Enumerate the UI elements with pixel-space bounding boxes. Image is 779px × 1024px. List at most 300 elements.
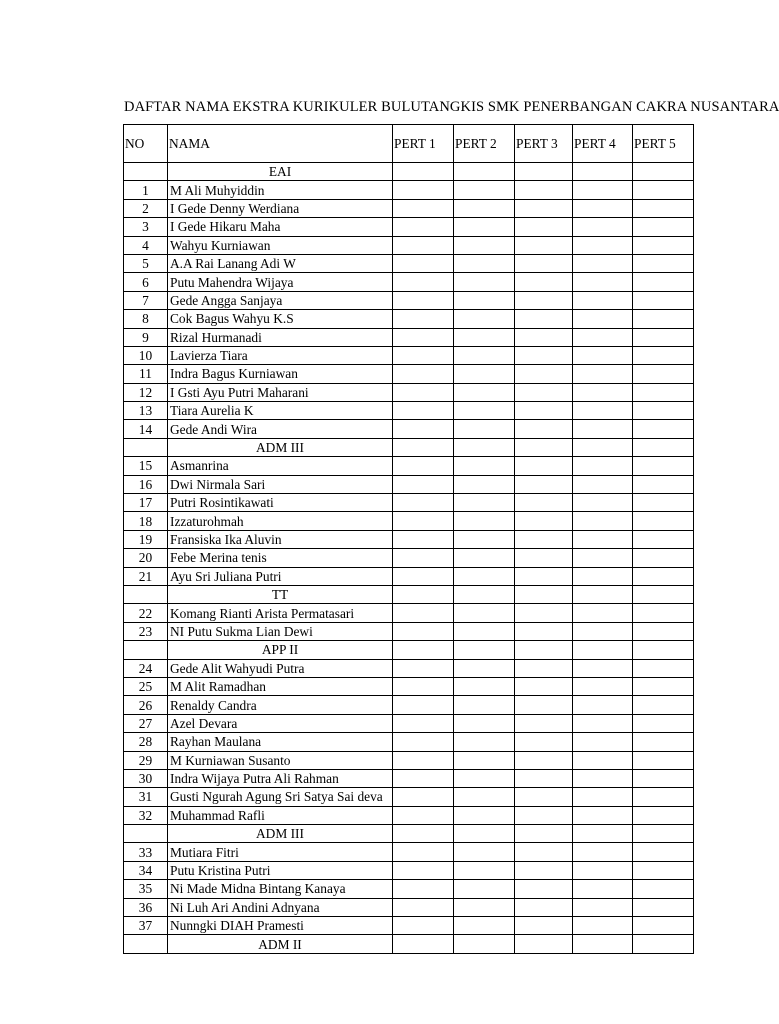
attendance-cell[interactable] (454, 935, 515, 953)
attendance-cell[interactable] (454, 898, 515, 916)
group-label: EAI (168, 163, 393, 181)
student-name: Indra Wijaya Putra Ali Rahman (168, 769, 393, 787)
student-number: 21 (124, 567, 168, 585)
attendance-cell[interactable] (393, 677, 454, 695)
attendance-cell[interactable] (633, 917, 694, 935)
attendance-cell[interactable] (515, 825, 573, 843)
attendance-cell[interactable] (573, 880, 633, 898)
attendance-cell[interactable] (393, 420, 454, 438)
attendance-cell[interactable] (573, 475, 633, 493)
attendance-cell[interactable] (454, 677, 515, 695)
attendance-cell[interactable] (454, 236, 515, 254)
attendance-cell[interactable] (393, 806, 454, 824)
group-label: ADM II (168, 935, 393, 953)
attendance-cell[interactable] (454, 254, 515, 272)
attendance-cell[interactable] (515, 530, 573, 548)
attendance-cell[interactable] (633, 585, 694, 603)
attendance-cell[interactable] (393, 310, 454, 328)
attendance-cell[interactable] (393, 163, 454, 181)
group-no-cell (124, 935, 168, 953)
table-header-row (124, 125, 694, 163)
attendance-cell[interactable] (573, 163, 633, 181)
attendance-cell[interactable] (573, 512, 633, 530)
attendance-cell[interactable] (393, 604, 454, 622)
student-row (124, 254, 694, 272)
attendance-cell[interactable] (515, 181, 573, 199)
attendance-cell[interactable] (515, 935, 573, 953)
attendance-cell[interactable] (515, 457, 573, 475)
attendance-cell[interactable] (393, 788, 454, 806)
student-number: 9 (124, 328, 168, 346)
attendance-cell[interactable] (393, 530, 454, 548)
attendance-cell[interactable] (573, 788, 633, 806)
attendance-cell[interactable] (573, 806, 633, 824)
attendance-cell[interactable] (573, 328, 633, 346)
attendance-cell[interactable] (515, 494, 573, 512)
attendance-cell[interactable] (573, 291, 633, 309)
student-name: Renaldy Candra (168, 696, 393, 714)
group-row (124, 438, 694, 456)
group-row (124, 585, 694, 603)
attendance-cell[interactable] (393, 383, 454, 401)
attendance-cell[interactable] (573, 346, 633, 364)
student-number: 35 (124, 880, 168, 898)
attendance-cell[interactable] (573, 751, 633, 769)
attendance-cell[interactable] (573, 917, 633, 935)
student-name: Gede Angga Sanjaya (168, 291, 393, 309)
attendance-cell[interactable] (515, 917, 573, 935)
student-number: 25 (124, 677, 168, 695)
attendance-cell[interactable] (454, 383, 515, 401)
header-session: PERT 3 (515, 125, 573, 163)
attendance-cell[interactable] (515, 475, 573, 493)
student-name: I Gede Hikaru Maha (168, 218, 393, 236)
attendance-cell[interactable] (633, 567, 694, 585)
student-number: 10 (124, 346, 168, 364)
student-number: 20 (124, 549, 168, 567)
attendance-cell[interactable] (633, 163, 694, 181)
attendance-cell[interactable] (573, 273, 633, 291)
attendance-cell[interactable] (515, 585, 573, 603)
attendance-cell[interactable] (454, 402, 515, 420)
attendance-cell[interactable] (454, 291, 515, 309)
attendance-cell[interactable] (573, 549, 633, 567)
attendance-cell[interactable] (633, 659, 694, 677)
attendance-cell[interactable] (454, 457, 515, 475)
attendance-cell[interactable] (393, 861, 454, 879)
group-label: APP II (168, 641, 393, 659)
attendance-cell[interactable] (573, 604, 633, 622)
student-name: I Gede Denny Werdiana (168, 199, 393, 217)
header-name: NAMA (168, 125, 393, 163)
student-number: 2 (124, 199, 168, 217)
group-label: ADM III (168, 438, 393, 456)
attendance-cell[interactable] (393, 494, 454, 512)
attendance-cell[interactable] (573, 310, 633, 328)
attendance-cell[interactable] (515, 751, 573, 769)
attendance-cell[interactable] (573, 659, 633, 677)
attendance-cell[interactable] (573, 861, 633, 879)
attendance-cell[interactable] (454, 604, 515, 622)
attendance-cell[interactable] (633, 769, 694, 787)
student-number: 4 (124, 236, 168, 254)
attendance-cell[interactable] (633, 310, 694, 328)
attendance-cell[interactable] (515, 567, 573, 585)
attendance-cell[interactable] (633, 696, 694, 714)
attendance-cell[interactable] (633, 714, 694, 732)
attendance-cell[interactable] (393, 457, 454, 475)
student-name: Asmanrina (168, 457, 393, 475)
attendance-cell[interactable] (573, 935, 633, 953)
attendance-cell[interactable] (633, 346, 694, 364)
attendance-cell[interactable] (573, 365, 633, 383)
student-row (124, 898, 694, 916)
attendance-cell[interactable] (454, 163, 515, 181)
attendance-cell[interactable] (454, 861, 515, 879)
student-row (124, 181, 694, 199)
attendance-cell[interactable] (573, 218, 633, 236)
attendance-cell[interactable] (573, 420, 633, 438)
attendance-cell[interactable] (633, 825, 694, 843)
student-number: 18 (124, 512, 168, 530)
student-name: Fransiska Ika Aluvin (168, 530, 393, 548)
attendance-cell[interactable] (454, 788, 515, 806)
attendance-cell[interactable] (393, 917, 454, 935)
attendance-cell[interactable] (633, 604, 694, 622)
student-name: Tiara Aurelia K (168, 402, 393, 420)
attendance-cell[interactable] (633, 181, 694, 199)
attendance-cell[interactable] (454, 218, 515, 236)
student-name: Indra Bagus Kurniawan (168, 365, 393, 383)
attendance-cell[interactable] (515, 310, 573, 328)
student-name: M Alit Ramadhan (168, 677, 393, 695)
attendance-cell[interactable] (573, 438, 633, 456)
student-row (124, 494, 694, 512)
attendance-cell[interactable] (573, 843, 633, 861)
attendance-cell[interactable] (454, 585, 515, 603)
attendance-cell[interactable] (393, 622, 454, 640)
student-number: 32 (124, 806, 168, 824)
attendance-cell[interactable] (454, 880, 515, 898)
attendance-cell[interactable] (454, 622, 515, 640)
student-number: 14 (124, 420, 168, 438)
attendance-cell[interactable] (393, 199, 454, 217)
attendance-cell[interactable] (633, 402, 694, 420)
attendance-cell[interactable] (633, 457, 694, 475)
attendance-cell[interactable] (454, 438, 515, 456)
student-number: 27 (124, 714, 168, 732)
attendance-cell[interactable] (633, 328, 694, 346)
attendance-cell[interactable] (454, 310, 515, 328)
student-row (124, 346, 694, 364)
student-name: Febe Merina tenis (168, 549, 393, 567)
attendance-cell[interactable] (515, 273, 573, 291)
student-row (124, 328, 694, 346)
attendance-cell[interactable] (515, 236, 573, 254)
attendance-cell[interactable] (515, 402, 573, 420)
student-name: Wahyu Kurniawan (168, 236, 393, 254)
student-name: Putu Mahendra Wijaya (168, 273, 393, 291)
student-name: NI Putu Sukma Lian Dewi (168, 622, 393, 640)
attendance-cell[interactable] (633, 273, 694, 291)
attendance-cell[interactable] (573, 494, 633, 512)
student-row (124, 310, 694, 328)
attendance-cell[interactable] (454, 659, 515, 677)
attendance-cell[interactable] (393, 585, 454, 603)
attendance-cell[interactable] (633, 549, 694, 567)
group-no-cell (124, 585, 168, 603)
attendance-cell[interactable] (515, 199, 573, 217)
student-number: 30 (124, 769, 168, 787)
attendance-cell[interactable] (515, 420, 573, 438)
attendance-cell[interactable] (515, 696, 573, 714)
attendance-cell[interactable] (393, 273, 454, 291)
attendance-cell[interactable] (393, 365, 454, 383)
attendance-cell[interactable] (454, 549, 515, 567)
student-row (124, 218, 694, 236)
attendance-cell[interactable] (515, 604, 573, 622)
attendance-cell[interactable] (454, 641, 515, 659)
attendance-cell[interactable] (393, 714, 454, 732)
attendance-cell[interactable] (515, 714, 573, 732)
student-number: 13 (124, 402, 168, 420)
attendance-cell[interactable] (454, 530, 515, 548)
attendance-cell[interactable] (454, 199, 515, 217)
student-name: Izzaturohmah (168, 512, 393, 530)
student-row (124, 549, 694, 567)
attendance-cell[interactable] (573, 254, 633, 272)
student-row (124, 861, 694, 879)
student-number: 34 (124, 861, 168, 879)
student-number: 8 (124, 310, 168, 328)
attendance-cell[interactable] (633, 236, 694, 254)
student-number: 3 (124, 218, 168, 236)
attendance-cell[interactable] (454, 328, 515, 346)
attendance-cell[interactable] (515, 291, 573, 309)
attendance-cell[interactable] (515, 163, 573, 181)
attendance-cell[interactable] (393, 475, 454, 493)
attendance-cell[interactable] (515, 806, 573, 824)
student-row (124, 917, 694, 935)
attendance-cell[interactable] (454, 714, 515, 732)
student-number: 11 (124, 365, 168, 383)
attendance-cell[interactable] (454, 806, 515, 824)
student-row (124, 659, 694, 677)
attendance-cell[interactable] (633, 843, 694, 861)
attendance-cell[interactable] (633, 291, 694, 309)
attendance-cell[interactable] (515, 365, 573, 383)
student-row (124, 365, 694, 383)
attendance-cell[interactable] (633, 880, 694, 898)
attendance-cell[interactable] (633, 254, 694, 272)
attendance-cell[interactable] (393, 438, 454, 456)
attendance-cell[interactable] (573, 402, 633, 420)
attendance-cell[interactable] (393, 696, 454, 714)
attendance-cell[interactable] (393, 641, 454, 659)
attendance-cell[interactable] (393, 843, 454, 861)
attendance-cell[interactable] (454, 769, 515, 787)
student-row (124, 475, 694, 493)
attendance-cell[interactable] (393, 236, 454, 254)
student-row (124, 199, 694, 217)
attendance-cell[interactable] (454, 181, 515, 199)
attendance-cell[interactable] (515, 898, 573, 916)
attendance-cell[interactable] (515, 328, 573, 346)
student-name: Komang Rianti Arista Permatasari (168, 604, 393, 622)
attendance-cell[interactable] (393, 254, 454, 272)
attendance-cell[interactable] (515, 659, 573, 677)
group-row (124, 825, 694, 843)
attendance-cell[interactable] (633, 199, 694, 217)
attendance-cell[interactable] (515, 788, 573, 806)
attendance-cell[interactable] (393, 898, 454, 916)
attendance-cell[interactable] (633, 438, 694, 456)
attendance-cell[interactable] (454, 733, 515, 751)
attendance-cell[interactable] (633, 733, 694, 751)
attendance-cell[interactable] (633, 494, 694, 512)
group-no-cell (124, 641, 168, 659)
attendance-cell[interactable] (573, 714, 633, 732)
student-row (124, 402, 694, 420)
attendance-cell[interactable] (573, 585, 633, 603)
attendance-cell[interactable] (573, 236, 633, 254)
attendance-cell[interactable] (573, 530, 633, 548)
attendance-cell[interactable] (573, 898, 633, 916)
attendance-cell[interactable] (573, 199, 633, 217)
attendance-cell[interactable] (454, 420, 515, 438)
student-name: Gusti Ngurah Agung Sri Satya Sai deva (168, 788, 393, 806)
attendance-cell[interactable] (454, 494, 515, 512)
attendance-cell[interactable] (573, 641, 633, 659)
attendance-cell[interactable] (393, 659, 454, 677)
attendance-cell[interactable] (633, 218, 694, 236)
group-row (124, 163, 694, 181)
attendance-cell[interactable] (454, 512, 515, 530)
attendance-cell[interactable] (633, 861, 694, 879)
attendance-cell[interactable] (515, 218, 573, 236)
attendance-cell[interactable] (515, 549, 573, 567)
attendance-cell[interactable] (515, 733, 573, 751)
attendance-cell[interactable] (633, 475, 694, 493)
attendance-cell[interactable] (515, 861, 573, 879)
student-number: 22 (124, 604, 168, 622)
attendance-cell[interactable] (515, 622, 573, 640)
attendance-cell[interactable] (515, 254, 573, 272)
attendance-cell[interactable] (573, 769, 633, 787)
attendance-cell[interactable] (515, 880, 573, 898)
attendance-cell[interactable] (515, 438, 573, 456)
attendance-cell[interactable] (633, 383, 694, 401)
student-number: 29 (124, 751, 168, 769)
student-name: Dwi Nirmala Sari (168, 475, 393, 493)
attendance-cell[interactable] (633, 512, 694, 530)
group-row (124, 641, 694, 659)
attendance-cell[interactable] (633, 530, 694, 548)
attendance-cell[interactable] (393, 880, 454, 898)
attendance-cell[interactable] (393, 567, 454, 585)
attendance-cell[interactable] (454, 843, 515, 861)
student-row (124, 291, 694, 309)
attendance-cell[interactable] (573, 733, 633, 751)
attendance-cell[interactable] (573, 825, 633, 843)
student-name: M Kurniawan Susanto (168, 751, 393, 769)
attendance-cell[interactable] (393, 218, 454, 236)
attendance-cell[interactable] (454, 825, 515, 843)
student-number: 15 (124, 457, 168, 475)
attendance-cell[interactable] (633, 365, 694, 383)
attendance-cell[interactable] (393, 181, 454, 199)
student-row (124, 714, 694, 732)
attendance-cell[interactable] (454, 751, 515, 769)
attendance-cell[interactable] (515, 512, 573, 530)
attendance-cell[interactable] (573, 383, 633, 401)
attendance-cell[interactable] (454, 696, 515, 714)
student-number: 37 (124, 917, 168, 935)
student-number: 12 (124, 383, 168, 401)
student-number: 23 (124, 622, 168, 640)
attendance-cell[interactable] (454, 346, 515, 364)
student-row (124, 806, 694, 824)
attendance-cell[interactable] (515, 641, 573, 659)
attendance-table (123, 124, 694, 954)
attendance-cell[interactable] (393, 769, 454, 787)
attendance-cell[interactable] (573, 567, 633, 585)
attendance-cell[interactable] (633, 751, 694, 769)
student-name: Nunngki DIAH Pramesti (168, 917, 393, 935)
group-no-cell (124, 163, 168, 181)
attendance-cell[interactable] (633, 641, 694, 659)
attendance-cell[interactable] (393, 328, 454, 346)
attendance-cell[interactable] (393, 751, 454, 769)
attendance-cell[interactable] (393, 291, 454, 309)
student-name: Putri Rosintikawati (168, 494, 393, 512)
attendance-cell[interactable] (515, 383, 573, 401)
attendance-cell[interactable] (393, 549, 454, 567)
attendance-cell[interactable] (393, 402, 454, 420)
attendance-cell[interactable] (454, 273, 515, 291)
attendance-cell[interactable] (515, 677, 573, 695)
student-row (124, 751, 694, 769)
student-number: 28 (124, 733, 168, 751)
attendance-cell[interactable] (573, 181, 633, 199)
attendance-cell[interactable] (515, 769, 573, 787)
attendance-cell[interactable] (573, 622, 633, 640)
attendance-cell[interactable] (454, 475, 515, 493)
attendance-cell[interactable] (454, 567, 515, 585)
attendance-cell[interactable] (454, 365, 515, 383)
attendance-cell[interactable] (393, 825, 454, 843)
attendance-cell[interactable] (633, 788, 694, 806)
attendance-cell[interactable] (573, 457, 633, 475)
attendance-cell[interactable] (393, 346, 454, 364)
attendance-cell[interactable] (633, 806, 694, 824)
attendance-cell[interactable] (454, 917, 515, 935)
attendance-cell[interactable] (633, 420, 694, 438)
attendance-cell[interactable] (393, 935, 454, 953)
attendance-cell[interactable] (633, 622, 694, 640)
attendance-cell[interactable] (573, 677, 633, 695)
student-name: Lavierza Tiara (168, 346, 393, 364)
attendance-cell[interactable] (393, 733, 454, 751)
attendance-cell[interactable] (393, 512, 454, 530)
attendance-cell[interactable] (573, 696, 633, 714)
attendance-cell[interactable] (633, 898, 694, 916)
attendance-cell[interactable] (515, 843, 573, 861)
student-number: 1 (124, 181, 168, 199)
attendance-cell[interactable] (633, 677, 694, 695)
attendance-cell[interactable] (515, 346, 573, 364)
attendance-cell[interactable] (633, 935, 694, 953)
